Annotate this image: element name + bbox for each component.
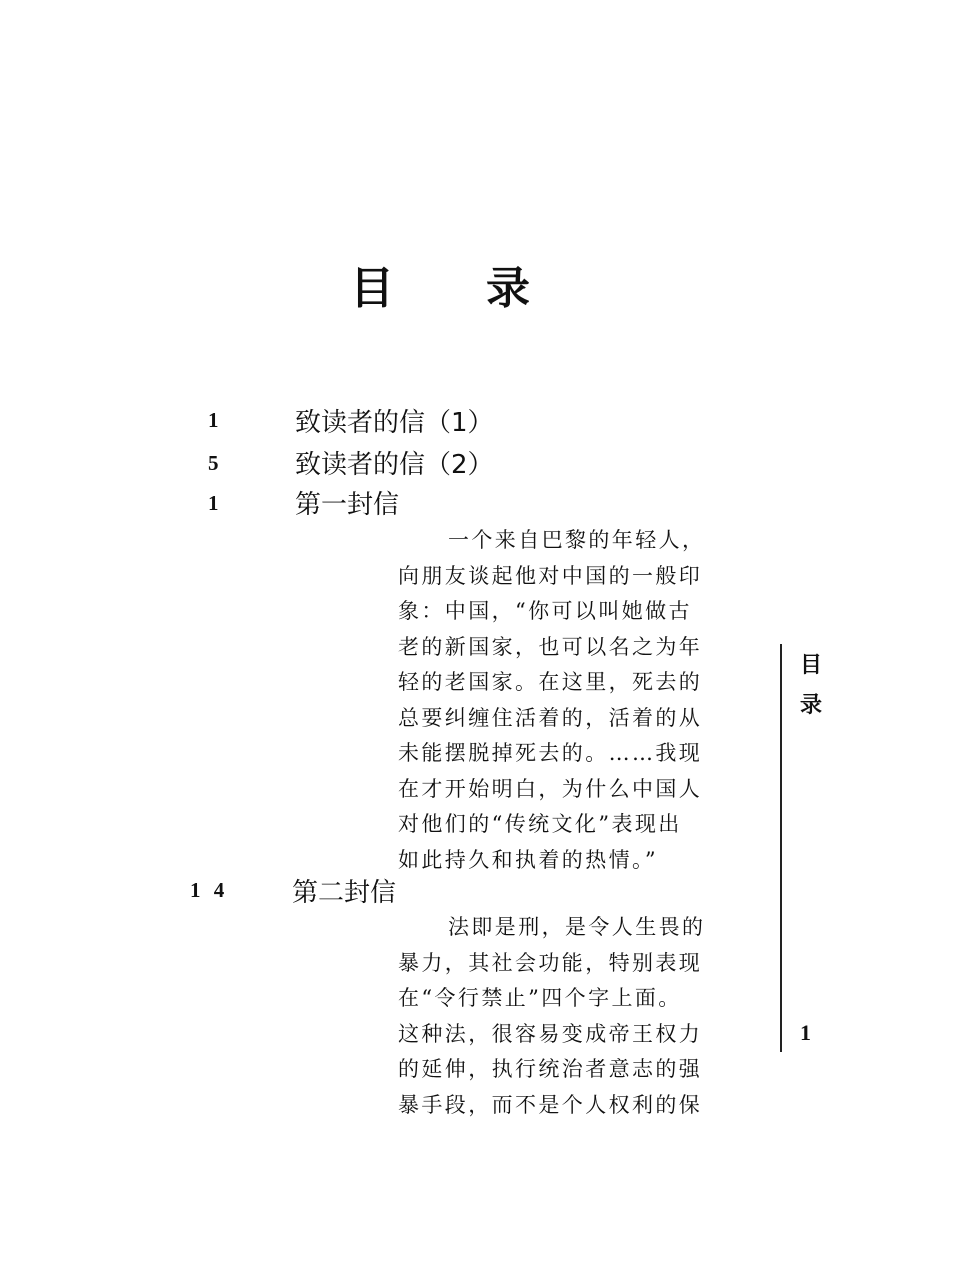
toc-entry-page-number: 1 bbox=[208, 491, 219, 515]
summary-line: 未能摆脱掉死去的。……我现 bbox=[398, 741, 703, 765]
margin-label-char-1: 目 bbox=[799, 653, 822, 678]
summary-line: 在才开始明白，为什么中国人 bbox=[398, 776, 703, 801]
page-number: 1 bbox=[800, 1020, 811, 1045]
summary-line: 一个来自巴黎的年轻人， bbox=[448, 528, 706, 552]
toc-entry-heading[interactable]: 第二封信 bbox=[292, 878, 397, 908]
summary-line: 象：中国，“你可以叫她做古 bbox=[398, 599, 692, 623]
margin-rule bbox=[780, 644, 782, 1052]
summary-line: 暴力，其社会功能，特别表现 bbox=[398, 950, 703, 975]
toc-entry-summary bbox=[398, 910, 746, 1123]
toc-entry-heading[interactable]: 致读者的信（1） bbox=[295, 408, 494, 438]
margin-section-label bbox=[796, 646, 826, 726]
toc-entry-page-number: 5 bbox=[208, 451, 219, 475]
summary-line: 这种法，很容易变成帝王权力 bbox=[398, 1021, 703, 1046]
margin-label-char-2: 录 bbox=[799, 693, 822, 718]
summary-line: 暴手段，而不是个人权利的保 bbox=[398, 1092, 703, 1117]
toc-entry-page-number: 1 bbox=[208, 408, 219, 432]
summary-line: 对他们的“传统文化”表现出 bbox=[398, 812, 682, 836]
summary-line: 法即是刑，是令人生畏的 bbox=[448, 915, 706, 939]
summary-line: 向朋友谈起他对中国的一般印 bbox=[398, 563, 703, 588]
page-title bbox=[350, 252, 530, 316]
page-title-char-1: 目 bbox=[350, 263, 394, 314]
summary-line: 在“令行禁止”四个字上面。 bbox=[398, 986, 682, 1010]
summary-line: 老的新国家，也可以名之为年 bbox=[398, 634, 703, 659]
summary-line: 的延伸，执行统治者意志的强 bbox=[398, 1057, 703, 1081]
page-title-char-2: 录 bbox=[486, 263, 530, 314]
toc-entry-summary bbox=[398, 523, 746, 878]
toc-entry-page-number: 1 4 bbox=[190, 878, 229, 902]
summary-line: 如此持久和执着的热情。” bbox=[398, 847, 659, 872]
summary-line: 总要纠缠住活着的，活着的从 bbox=[398, 705, 703, 730]
toc-entry-heading[interactable]: 致读者的信（2） bbox=[295, 450, 494, 480]
toc-entry-heading[interactable]: 第一封信 bbox=[295, 490, 400, 520]
summary-line: 轻的老国家。在这里，死去的 bbox=[398, 670, 703, 694]
